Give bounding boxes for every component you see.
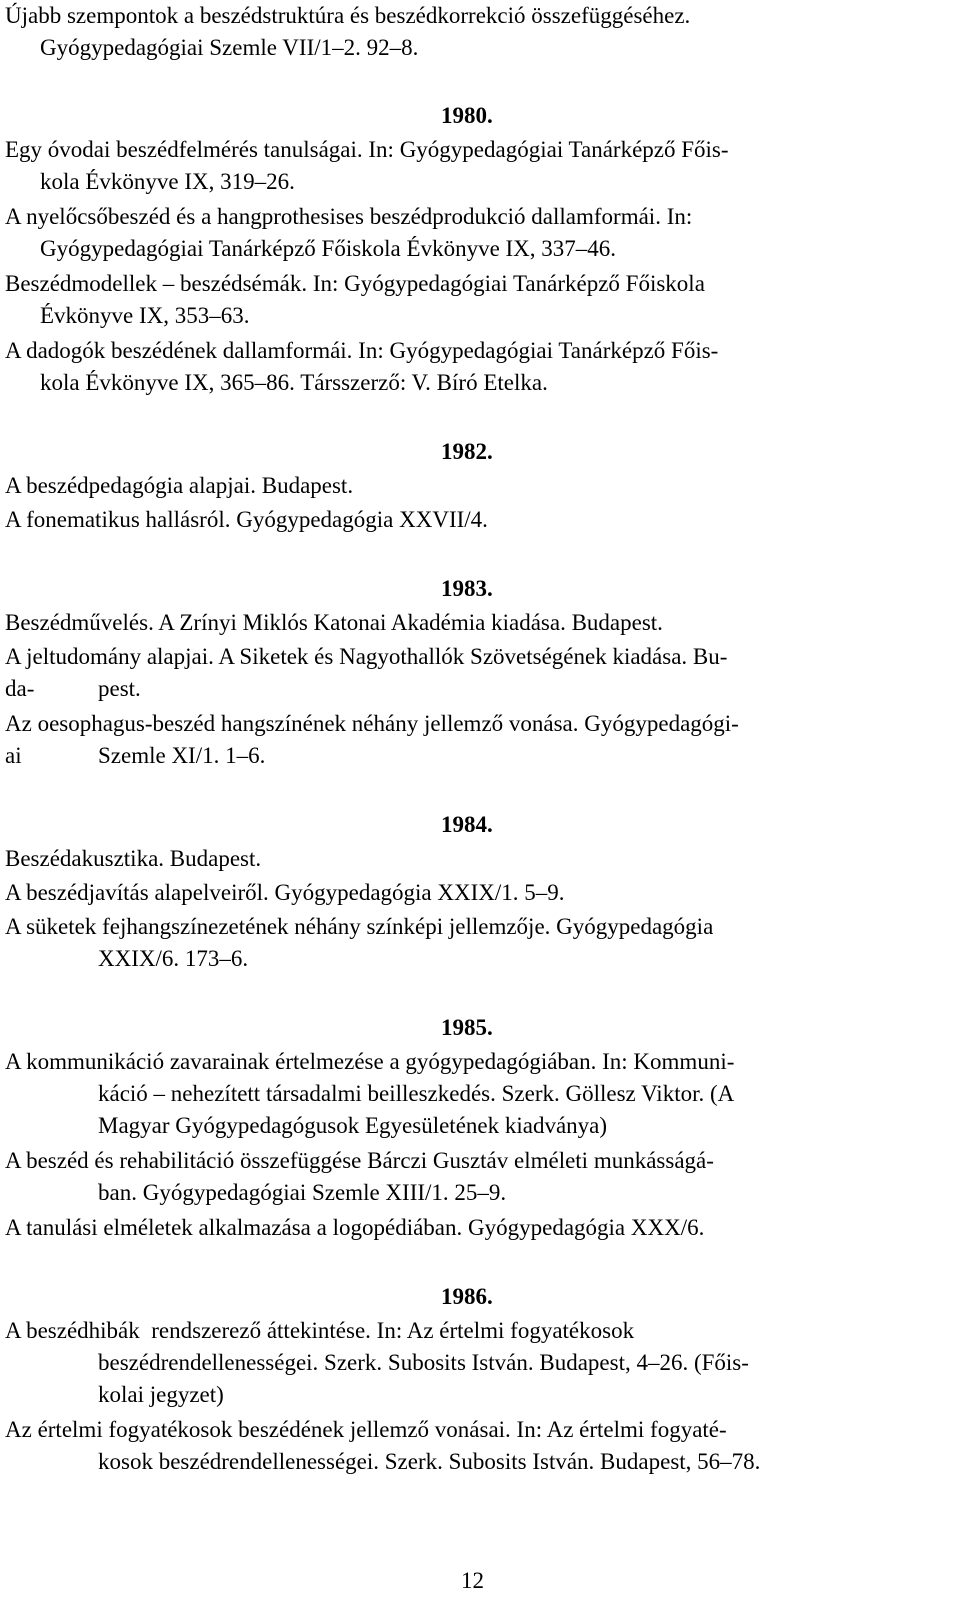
entry-line: kola Évkönyve IX, 319–26. (40, 169, 295, 194)
entry-line: pest. (98, 676, 141, 701)
entry-line: Szemle XI/1. 1–6. (98, 743, 266, 768)
entry-line: kolai jegyzet) (98, 1382, 224, 1407)
entry-line: Gyógypedagógiai Tanárképző Főiskola Évkönyve IX, 337–46. (40, 236, 617, 261)
entry-line: Az értelmi fogyatékosok beszédének jellemző vonásai. In: Az értelmi fogyaté- (5, 1417, 727, 1442)
entry-line: Újabb szempontok a beszédstruktúra és beszédkorrekció összefüggéséhez. (5, 3, 691, 28)
entry-line: Beszédművelés. A Zrínyi Miklós Katonai Akadémia kiadása. Budapest. (5, 610, 663, 635)
entry-line: da- (5, 676, 35, 701)
entry-line: A süketek fejhangszínezetének néhány színképi jellemzője. Gyógypedagógia (5, 914, 714, 939)
year-heading: 1984. (441, 812, 493, 837)
entry-line: A tanulási elméletek alkalmazása a logopédiában. Gyógypedagógia XXX/6. (5, 1215, 705, 1240)
entry-line: káció – nehezített társadalmi beilleszkedés. Szerk. Göllesz Viktor. (A (98, 1081, 735, 1106)
entry-line: A beszéd és rehabilitáció összefüggése Bárczi Gusztáv elméleti munkásságá- (5, 1148, 714, 1173)
entry-line: Egy óvodai beszédfelmérés tanulságai. In: Gyógypedagógiai Tanárképző Főis- (5, 137, 729, 162)
entry-line: Évkönyve IX, 353–63. (40, 303, 250, 328)
entry-line: A beszédpedagógia alapjai. Budapest. (5, 473, 354, 498)
entry-line: Magyar Gyógypedagógusok Egyesületének kiadványa) (98, 1113, 608, 1138)
entry-line: Beszédakusztika. Budapest. (5, 846, 262, 871)
year-heading: 1986. (441, 1284, 493, 1309)
entry-line: XXIX/6. 173–6. (98, 946, 249, 971)
entry-line: A kommunikáció zavarainak értelmezése a gyógypedagógiában. In: Kommuni- (5, 1049, 735, 1074)
entry-line: A nyelőcsőbeszéd és a hangprothesises beszédprodukció dallamformái. In: (5, 204, 693, 229)
page-number: 12 (461, 1568, 484, 1593)
year-heading: 1983. (441, 576, 493, 601)
entry-line: A fonematikus hallásról. Gyógypedagógia XXVII/4. (5, 507, 488, 532)
entry-line: beszédrendellenességei. Szerk. Subosits István. Budapest, 4–26. (Főis- (98, 1350, 749, 1375)
year-heading: 1980. (441, 103, 493, 128)
entry-line: Az oesophagus-beszéd hangszínének néhány jellemző vonása. Gyógypedagógi- (5, 711, 739, 736)
year-heading: 1985. (441, 1015, 493, 1040)
entry-line: kola Évkönyve IX, 365–86. Társszerző: V. Bíró Etelka. (40, 370, 548, 395)
entry-line: A beszédjavítás alapelveiről. Gyógypedagógia XXIX/1. 5–9. (5, 880, 565, 905)
entry-line: ai (5, 743, 22, 768)
entry-line: A dadogók beszédének dallamformái. In: Gyógypedagógiai Tanárképző Főis- (5, 338, 719, 363)
entry-line: Gyógypedagógiai Szemle VII/1–2. 92–8. (40, 35, 419, 60)
entry-line: A beszédhibák rendszerező áttekintése. In: Az értelmi fogyatékosok (5, 1318, 635, 1343)
entry-line: kosok beszédrendellenességei. Szerk. Subosits István. Budapest, 56–78. (98, 1449, 761, 1474)
entry-line: Beszédmodellek – beszédsémák. In: Gyógypedagógiai Tanárképző Főiskola (5, 271, 705, 296)
entry-line: ban. Gyógypedagógiai Szemle XIII/1. 25–9. (98, 1180, 507, 1205)
entry-line: A jeltudomány alapjai. A Siketek és Nagyothallók Szövetségének kiadása. Bu- (5, 644, 728, 669)
year-heading: 1982. (441, 439, 493, 464)
